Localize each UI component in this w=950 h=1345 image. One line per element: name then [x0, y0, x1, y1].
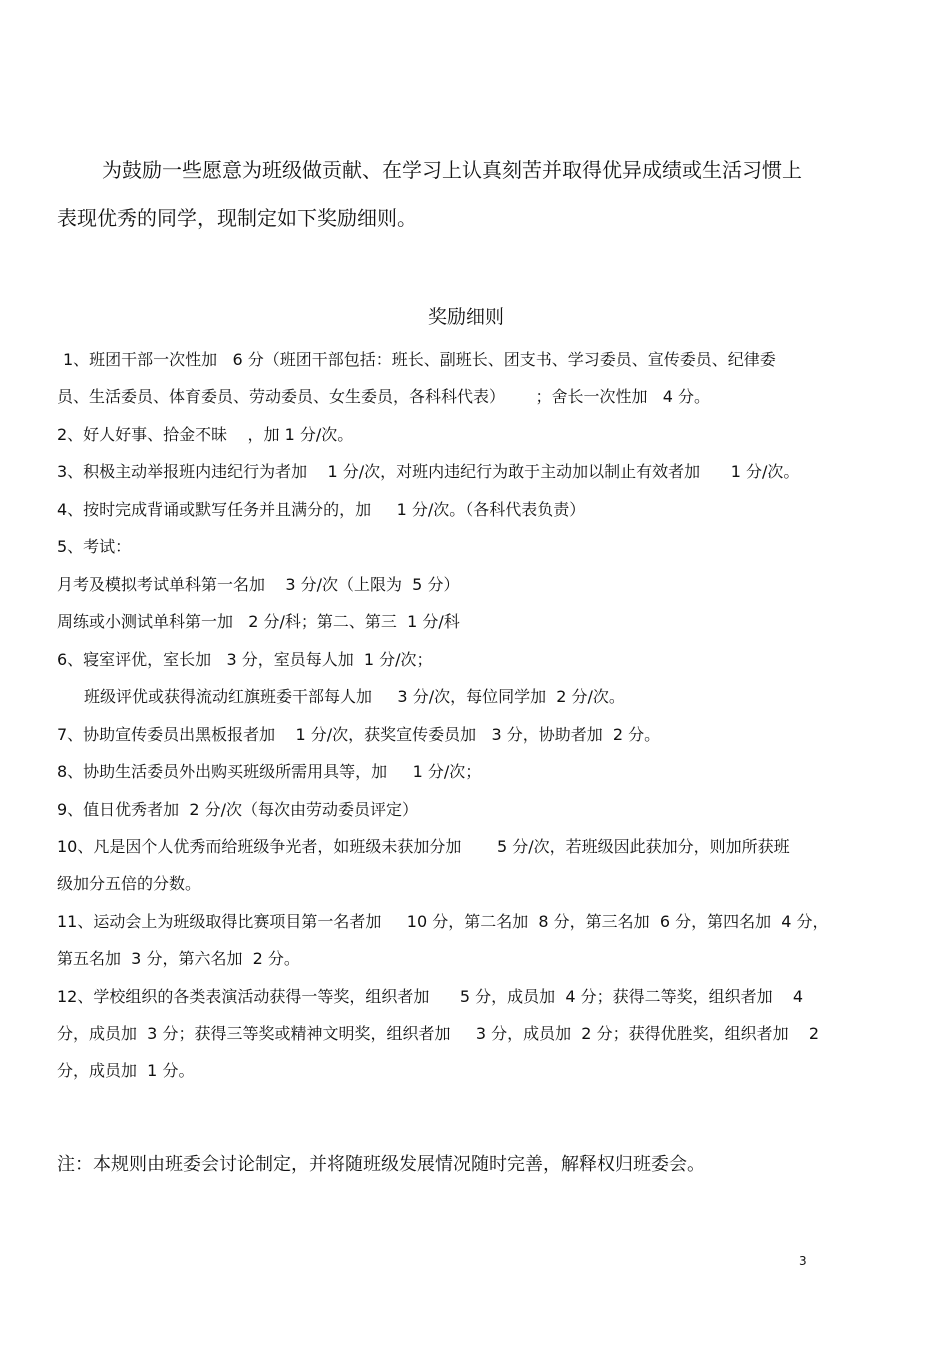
rule-line: 12、学校组织的各类表演活动获得一等奖，组织者加 5 分，成员加 4 分；获得二等奖，组织者加 4 — [57, 987, 804, 1006]
rule-line: 员、生活委员、体育委员、劳动委员、女生委员，各科科代表） ；舍长一次性加 4 分。 — [57, 387, 711, 406]
rule-line: 9、值日优秀者加 2 分/次（每次由劳动委员评定） — [57, 800, 419, 819]
rule-line: 分，成员加 3 分；获得三等奖或精神文明奖，组织者加 3 分，成员加 2 分；获得优胜奖，组织者加 2 — [57, 1024, 820, 1043]
rule-line: 月考及模拟考试单科第一名加 3 分/次（上限为 5 分） — [57, 575, 460, 594]
rule-line: 1、班团干部一次性加 6 分（班团干部包括：班长、副班长、团支书、学习委员、宣传委员、纪律委 — [63, 350, 776, 369]
rule-line: 第五名加 3 分，第六名加 2 分。 — [57, 949, 300, 968]
rule-line: 10、凡是因个人优秀而给班级争光者，如班级未获加分加 5 分/次，若班级因此获加分，则加所获班 — [57, 837, 790, 856]
rule-line: 11、运动会上为班级取得比赛项目第一名者加 10 分，第二名加 8 分，第三名加 6 分，第四名加 4 分， — [57, 912, 829, 931]
section-heading: 奖励细则 — [428, 306, 505, 328]
rule-line: 2、好人好事、拾金不昧 ，加 1 分/次。 — [57, 425, 354, 444]
page-number: 3 — [799, 1254, 807, 1268]
rule-line: 周练或小测试单科第一加 2 分/科；第二、第三 1 分/科 — [57, 612, 460, 631]
intro-line-1: 为鼓励一些愿意为班级做贡献、在学习上认真刻苦并取得优异成绩或生活习惯上 — [102, 158, 802, 182]
rule-line: 班级评优或获得流动红旗班委干部每人加 3 分/次，每位同学加 2 分/次。 — [84, 687, 625, 706]
rule-line: 3、积极主动举报班内违纪行为者加 1 分/次，对班内违纪行为敢于主动加以制止有效者加 1 分/次。 — [57, 462, 800, 481]
closing-note: 注：本规则由班委会讨论制定，并将随班级发展情况随时完善，解释权归班委会。 — [57, 1154, 705, 1175]
rule-line: 5、考试： — [57, 537, 132, 556]
rule-line: 级加分五倍的分数。 — [57, 874, 202, 893]
rule-line: 分，成员加 1 分。 — [57, 1061, 195, 1080]
rule-line: 8、协助生活委员外出购买班级所需用具等，加 1 分/次； — [57, 762, 482, 781]
rule-line: 4、按时完成背诵或默写任务并且满分的，加 1 分/次。（各科代表负责） — [57, 500, 586, 519]
intro-line-2: 表现优秀的同学，现制定如下奖励细则。 — [57, 206, 417, 230]
rule-line: 6、寝室评优，室长加 3 分，室员每人加 1 分/次； — [57, 650, 433, 669]
rule-line: 7、协助宣传委员出黑板报者加 1 分/次，获奖宣传委员加 3 分，协助者加 2 分。 — [57, 725, 661, 744]
